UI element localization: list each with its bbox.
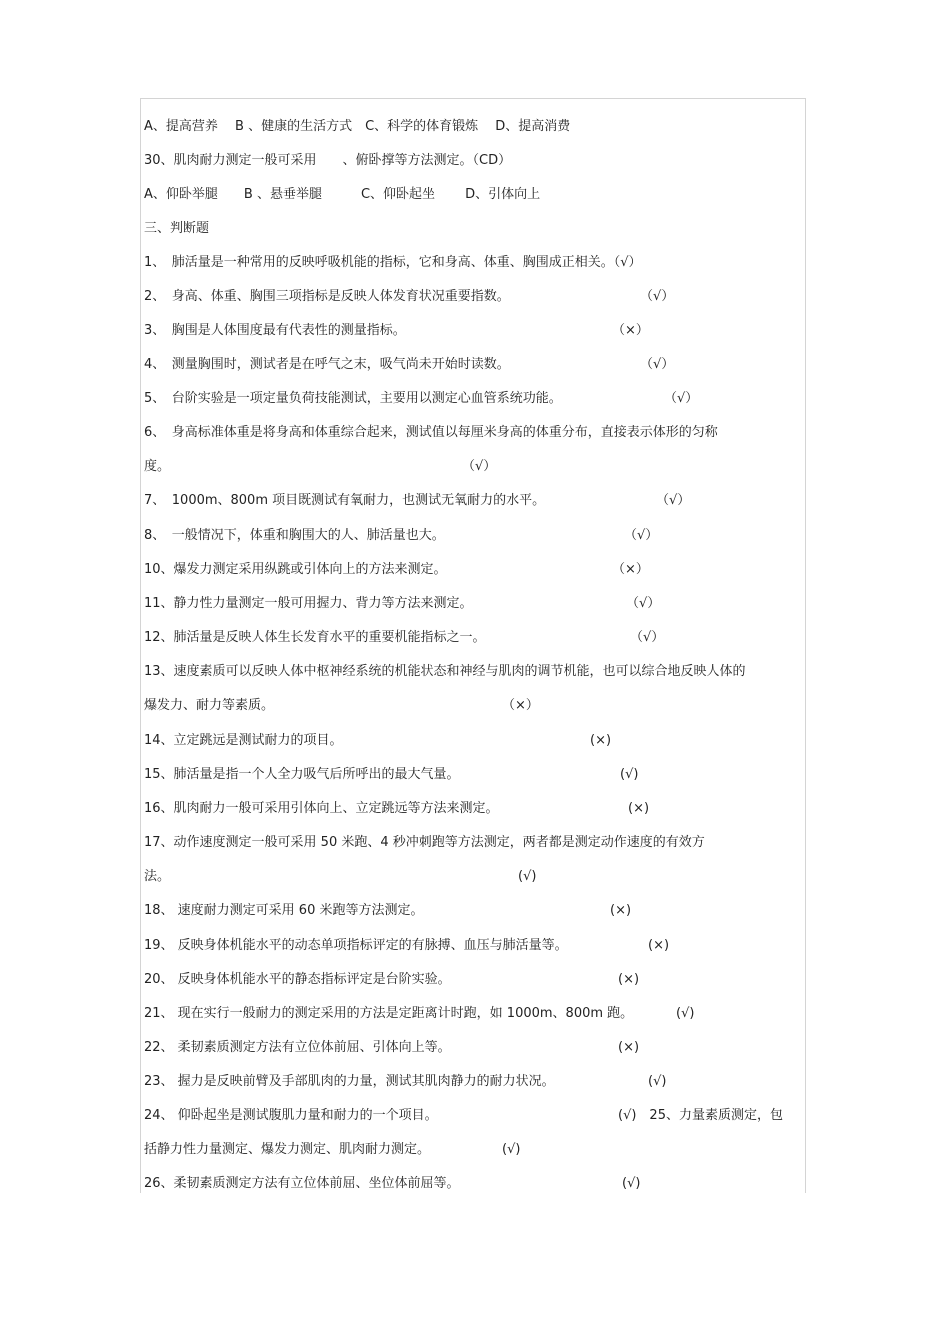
judgment-item-6: 6、 身高标准体重是将身高和体重综合起来，测试值以每厘米身高的体重分布，直接表示体形的匀称 xyxy=(144,425,718,440)
judgment-item-1: 1、 肺活量是一种常用的反映呼吸机能的指标，它和身高、体重、胸围成正相关。（√） xyxy=(144,255,642,270)
judgment-item-4: 4、 测量胸围时，测试者是在呼气之末，吸气尚未开始时读数。 xyxy=(144,357,510,372)
judgment-item-24: 24、 仰卧起坐是测试腹肌力量和耐力的一个项目。 xyxy=(144,1108,438,1123)
answer-mark: (√) xyxy=(622,1176,641,1191)
answer-mark: （√） xyxy=(640,357,675,372)
judgment-item-5: 5、 台阶实验是一项定量负荷技能测试，主要用以测定心血管系统功能。 xyxy=(144,391,562,406)
answer-mark: （√） xyxy=(630,630,665,645)
judgment-item-12: 12、肺活量是反映人体生长发育水平的重要机能指标之一。 xyxy=(144,630,486,645)
answer-mark: (×) xyxy=(590,733,612,748)
answer-mark: (√) xyxy=(502,1142,521,1157)
answer-mark: （×） xyxy=(612,562,649,577)
answer-mark: （√） xyxy=(664,391,699,406)
judgment-item-7: 7、 1000m、800m 项目既测试有氧耐力，也测试无氧耐力的水平。 xyxy=(144,493,546,508)
judgment-item-3: 3、 胸围是人体围度最有代表性的测量指标。 xyxy=(144,323,406,338)
answer-mark: (√) xyxy=(676,1006,695,1021)
judgment-item-10: 10、爆发力测定采用纵跳或引体向上的方法来测定。 xyxy=(144,562,447,577)
answer-mark: (×) xyxy=(618,972,640,987)
answer-mark: （√） xyxy=(656,493,691,508)
judgment-item-15: 15、肺活量是指一个人全力吸气后所呼出的最大气量。 xyxy=(144,767,460,782)
judgment-item-8: 8、 一般情况下，体重和胸围大的人、肺活量也大。 xyxy=(144,528,445,543)
q30-question: 30、肌肉耐力测定一般可采用 、俯卧撑等方法测定。（CD） xyxy=(144,153,512,168)
answer-mark: （×） xyxy=(612,323,649,338)
judgment-item-20: 20、 反映身体机能水平的静态指标评定是台阶实验。 xyxy=(144,972,451,987)
answer-mark: （√） xyxy=(462,459,497,474)
judgment-item-6-cont: 度。 xyxy=(144,459,171,474)
judgment-item-21: 21、 现在实行一般耐力的测定采用的方法是定距离计时跑，如 1000m、800m 跑。 xyxy=(144,1006,634,1021)
judgment-item-17-cont: 法。 xyxy=(144,869,171,884)
answer-mark: (√) 25、力量素质测定，包 xyxy=(618,1108,783,1123)
judgment-item-18: 18、 速度耐力测定可采用 60 米跑等方法测定。 xyxy=(144,903,424,918)
judgment-item-13: 13、速度素质可以反映人体中枢神经系统的机能状态和神经与肌肉的调节机能，也可以综合地反映人体的 xyxy=(144,664,746,679)
judgment-item-26: 26、柔韧素质测定方法有立位体前屈、坐位体前屈等。 xyxy=(144,1176,460,1191)
judgment-item-16: 16、肌肉耐力一般可采用引体向上、立定跳远等方法来测定。 xyxy=(144,801,499,816)
judgment-item-23: 23、 握力是反映前臂及手部肌肉的力量，测试其肌肉静力的耐力状况。 xyxy=(144,1074,555,1089)
judgment-item-2: 2、 身高、体重、胸围三项指标是反映人体发育状况重要指数。 xyxy=(144,289,510,304)
section-heading: 三、判断题 xyxy=(144,221,210,236)
answer-mark: (×) xyxy=(610,903,632,918)
answer-mark: （√） xyxy=(640,289,675,304)
q30-options: A、仰卧举腿 B 、悬垂举腿 C、仰卧起坐 D、引体向上 xyxy=(144,187,541,202)
judgment-item-19: 19、 反映身体机能水平的动态单项指标评定的有脉搏、血压与肺活量等。 xyxy=(144,938,568,953)
judgment-item-14: 14、立定跳远是测试耐力的项目。 xyxy=(144,733,343,748)
answer-mark: (×) xyxy=(618,1040,640,1055)
answer-mark: （√） xyxy=(626,596,661,611)
judgment-item-11: 11、静力性力量测定一般可用握力、背力等方法来测定。 xyxy=(144,596,473,611)
answer-mark: （×） xyxy=(502,698,539,713)
judgment-item-17: 17、动作速度测定一般可采用 50 米跑、4 秒冲刺跑等方法测定，两者都是测定动作速度的有效方 xyxy=(144,835,705,850)
answer-mark: (√) xyxy=(648,1074,667,1089)
judgment-item-13-cont: 爆发力、耐力等素质。 xyxy=(144,698,275,713)
answer-mark: （√） xyxy=(624,528,659,543)
answer-mark: (×) xyxy=(648,938,670,953)
q29-options: A、提高营养 B 、健康的生活方式 C、科学的体育锻炼 D、提高消费 xyxy=(144,119,571,134)
judgment-item-22: 22、 柔韧素质测定方法有立位体前屈、引体向上等。 xyxy=(144,1040,451,1055)
answer-mark: (√) xyxy=(518,869,537,884)
judgment-item-25-cont: 括静力性力量测定、爆发力测定、肌肉耐力测定。 xyxy=(144,1142,431,1157)
answer-mark: (×) xyxy=(628,801,650,816)
answer-mark: (√) xyxy=(620,767,639,782)
